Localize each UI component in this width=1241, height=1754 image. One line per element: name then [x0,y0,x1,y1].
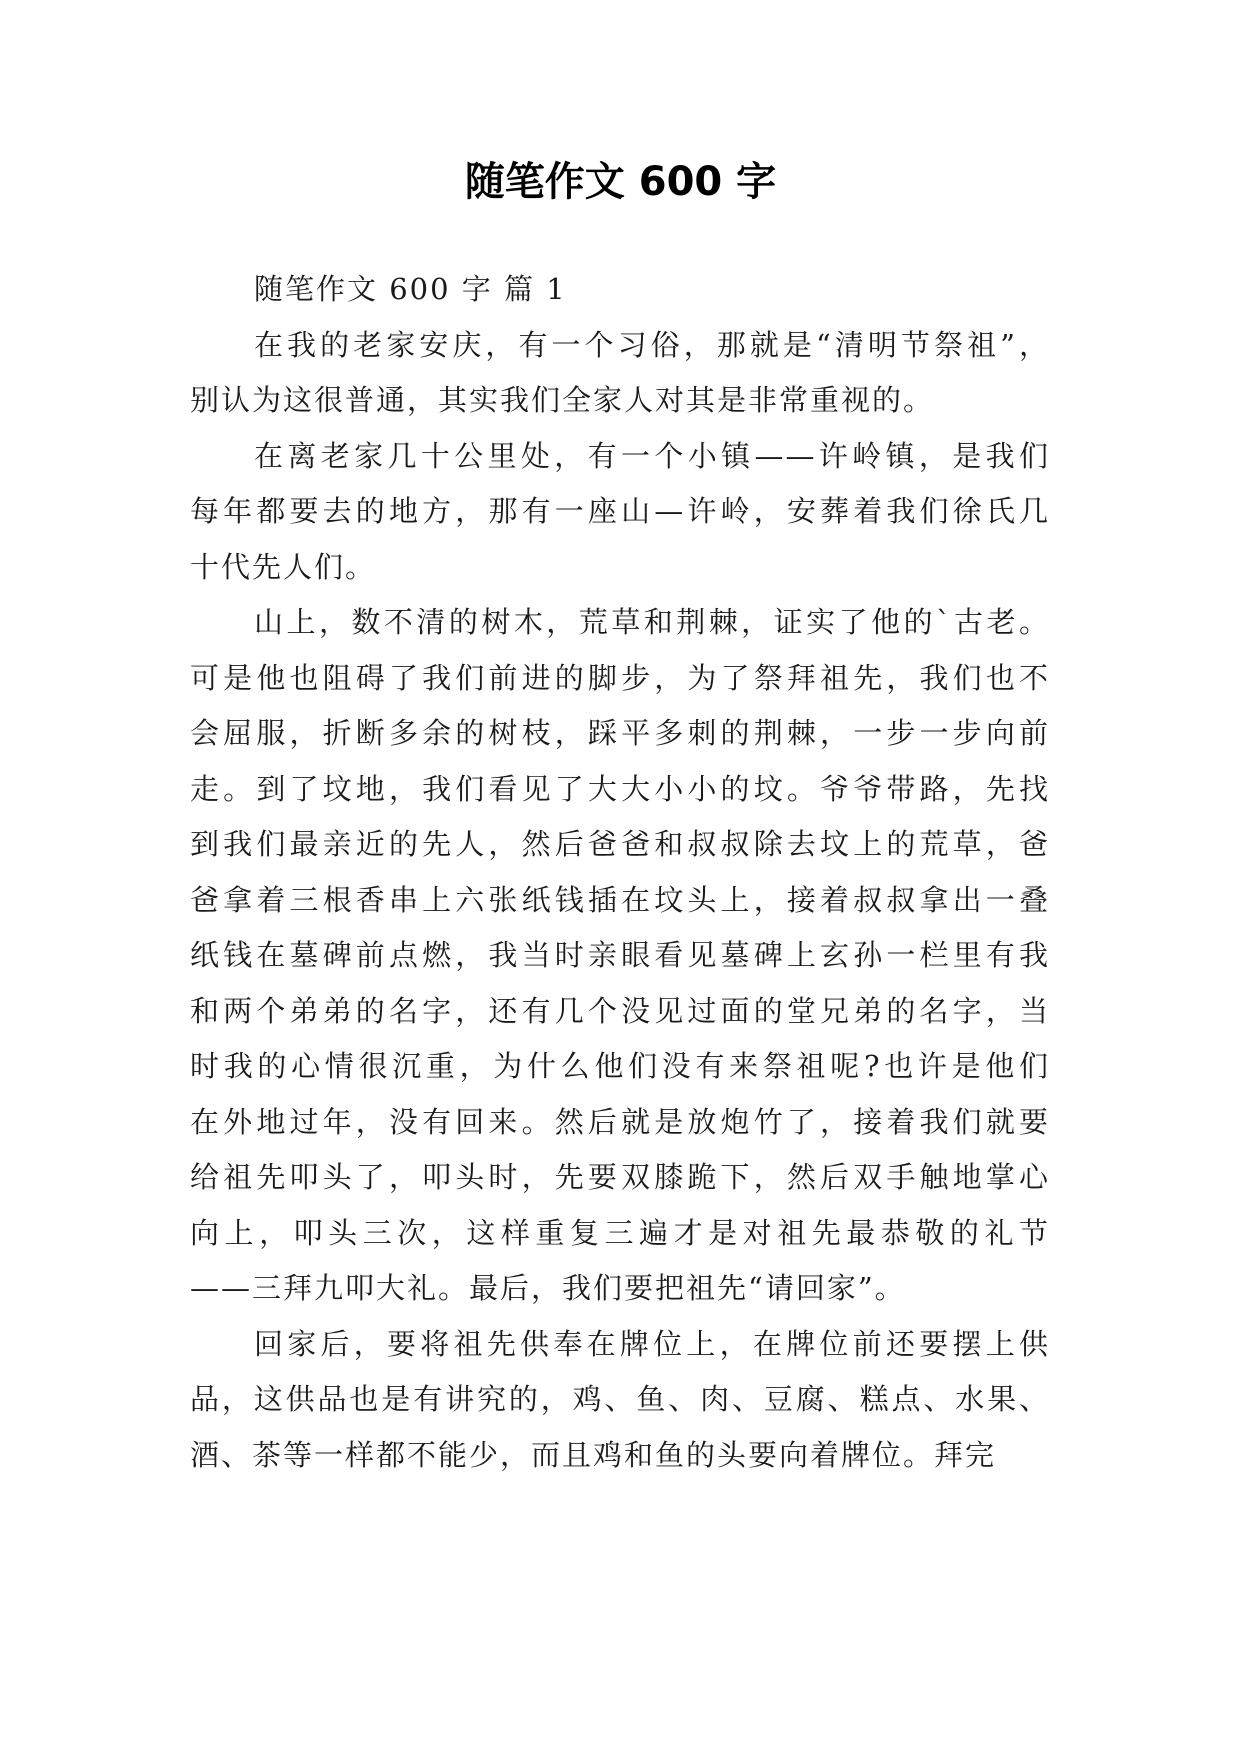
paragraph-line: 时我的心情很沉重，为什么他们没有来祭祖呢?也许是他们 [190,1049,1050,1083]
paragraph-line: 别认为这很普通，其实我们全家人对其是非常重视的。 [190,383,935,417]
paragraph [190,429,1050,596]
paragraph-line: 品，这供品也是有讲究的，鸡、鱼、肉、豆腐、糕点、水果、 [190,1382,1050,1416]
paragraph-line: 在离老家几十公里处，有一个小镇——许岭镇，是我们 [254,438,1050,473]
paragraph [190,318,1050,429]
paragraph-line: 酒、茶等一样都不能少，而且鸡和鱼的头要向着牌位。拜完 [190,1437,997,1472]
paragraph [190,595,1050,1317]
paragraph-line: 爸拿着三根香串上六张纸钱插在坟头上，接着叔叔拿出一叠 [190,882,1050,917]
paragraph-line: 向上，叩头三次，这样重复三遍才是对祖先最恭敬的礼节 [190,1215,1050,1250]
paragraph-line: 山上，数不清的树木，荒草和荆棘，证实了他的`古老。 [254,605,1050,639]
paragraph-line: 每年都要去的地方，那有一座山—许岭，安葬着我们徐氏几 [190,494,1050,528]
paragraph-line: 可是他也阻碍了我们前进的脚步，为了祭拜祖先，我们也不 [190,660,1050,695]
paragraph-line: ——三拜九叩大礼。最后，我们要把祖先“请回家”。 [190,1271,906,1305]
paragraph-line: 走。到了坟地，我们看见了大大小小的坟。爷爷带路，先找 [190,771,1050,806]
paragraph-list [190,318,1050,1484]
paragraph-line: 回家后，要将祖先供奉在牌位上，在牌位前还要摆上供 [254,1326,1050,1361]
document-title: 随笔作文 600 字 [464,159,777,205]
paragraph-line: 和两个弟弟的名字，还有几个没见过面的堂兄弟的名字，当 [190,993,1050,1028]
paragraph-line: 十代先人们。 [190,549,377,584]
document-body [190,262,1050,1483]
paragraph-line: 在我的老家安庆，有一个习俗，那就是“清明节祭祖”， [254,327,1050,362]
paragraph-line: 在外地过年，没有回来。然后就是放炮竹了，接着我们就要 [190,1104,1050,1139]
paragraph-line: 会屈服，折断多余的树枝，踩平多刺的荆棘，一步一步向前 [190,716,1050,750]
section-heading: 随笔作文 600 字 篇 1 [254,272,567,306]
paragraph [190,1317,1050,1484]
paragraph-line: 纸钱在墓碑前点燃，我当时亲眼看见墓碑上玄孙一栏里有我 [190,938,1050,972]
paragraph-line: 到我们最亲近的先人，然后爸爸和叔叔除去坟上的荒草，爸 [190,827,1050,861]
paragraph-line: 给祖先叩头了，叩头时，先要双膝跪下，然后双手触地掌心 [190,1160,1050,1194]
